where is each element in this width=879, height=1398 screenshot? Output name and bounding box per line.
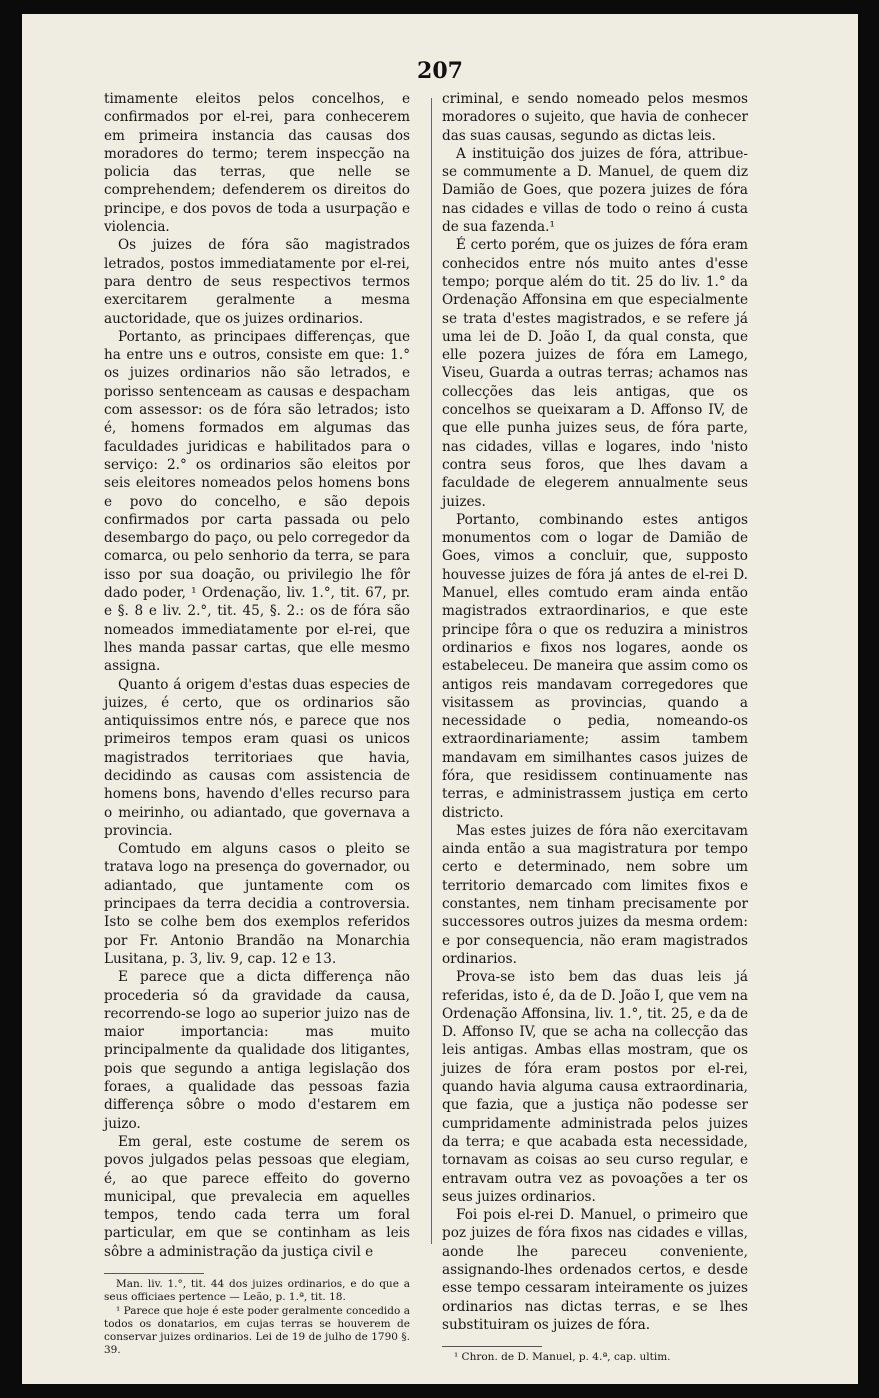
footnote: Man. liv. 1.°, tit. 44 dos juizes ordinarios, e do que a seus officiaes pertence — Leão, p. 1.ª, tit. 18.	[104, 1278, 410, 1304]
footnotes	[442, 1351, 748, 1364]
book-page	[22, 14, 858, 1384]
paragraph: E parece que a dicta differença não procederia só da gravidade da causa, recorrendo-se logo ao superior juizo nas de maior importancia: mas muito principalmente da qualidade dos litigantes, pois que segundo a antiga legislação dos foraes, a qualidade das pessoas fazia differença sôbre o modo d'estarem em juizo.	[104, 969, 410, 1132]
paragraph: criminal, e sendo nomeado pelos mesmos moradores o sujeito, que havia de conhecer das suas causas, segundo as dictas leis.	[442, 91, 748, 144]
paragraph: Comtudo em alguns casos o pleito se tratava logo na presença do governador, ou adiantado, que juntamente com os principaes da terra decidia a controversia. Isto se colhe bem dos exemplos referidos por Fr. Antonio Brandão na Monarchia Lusitana, p. 3, liv. 9, cap. 12 e 13.	[104, 841, 410, 967]
paragraph: Em geral, este costume de serem os povos julgados pelas pessoas que elegiam, é, ao que parece effeito do governo municipal, que prevalecia em aquelles tempos, tendo cada terra um foral particular, em que se continham as leis sôbre a administração da justiça civil e	[104, 1133, 410, 1260]
paragraph: timamente eleitos pelos concelhos, e confirmados por el-rei, para conhecerem em primeira instancia das causas dos moradores do termo; terem inspecção na policia das terras, que nelle se comprehendem; defenderem os direitos do principe, e dos povos de toda a usurpação e violencia.	[104, 91, 410, 236]
right-column	[442, 90, 748, 1364]
footnote: ¹ Chron. de D. Manuel, p. 4.ª, cap. ultim.	[454, 1351, 671, 1364]
paragraph: Os juizes de fóra são magistrados letrados, postos immediatamente por el-rei, para dentro de seus respectivos termos exercitarem geralmente a mesma auctoridade, que os juizes ordinarios.	[104, 237, 410, 327]
left-column	[104, 90, 410, 1358]
paragraph: Prova-se isto bem das duas leis já referidas, isto é, da de D. João I, que vem na Ordenação Affonsina, liv. 1.°, tit. 25, e da de D. Affonso IV, que se acha na collecção das leis antigas. Ambas ellas mostram, que os juizes de fóra eram postos por el-rei, quando havia alguma causa extraordinaria, que fazia, que a justiça não podesse ser cumpridamente administrada pelos juizes da terra; e que acabada esta necessidade, tornavam as coisas ao seu curso regular, e entravam outra vez as povoações a ter os seus juizes ordinarios.	[442, 969, 748, 1205]
paragraph: Portanto, combinando estes antigos monumentos com o logar de Damião de Goes, vimos a concluir, que, supposto houvesse juizes de fóra já antes de el-rei D. Manuel, elles comtudo eram ainda então magistrados extraordinarios, e que este principe fôra o que os reduzira a ministros ordinarios e fixos nos logares, aonde os estabeleceu. De maneira que assim como os antigos reis mandavam corregedores que visitassem as provincias, quando a necessidade o pedia, nomeando-os extraordinariamente; assim tambem mandavam em similhantes casos juizes de fóra, que residissem continuamente nas terras, e administrassem justiça em certo districto.	[442, 511, 748, 821]
paragraph: É certo porém, que os juizes de fóra eram conhecidos entre nós muito antes d'esse tempo; porque além do tit. 25 do liv. 1.° da Ordenação Affonsina em que especialmente se trata d'estes magistrados, e se refere já uma lei de D. João I, da qual consta, que elle pozera juizes de fóra em Lamego, Viseu, Guarda a outras terras; achamos nas collecções das leis antigas, que os concelhos se queixaram a D. Affonso IV, de que elle punha juizes seus, de fóra parte, nas cidades, villas e logares, indo 'nisto contra seus foros, que lhes davam a faculdade de elegerem annualmente seus juizes.	[442, 237, 748, 510]
footnotes	[104, 1278, 410, 1358]
footnote: ¹ Parece que hoje é este poder geralmente concedido a todos os donatarios, em cujas terras se houverem de conservar juizes ordinarios. Lei de 19 de julho de 1790 §. 39.	[104, 1304, 410, 1357]
footnote-rule	[104, 1273, 204, 1274]
footnote-rule	[442, 1346, 542, 1347]
paragraph: Mas estes juizes de fóra não exercitavam ainda então a sua magistratura por tempo certo e determinado, nem sobre um territorio demarcado com limites fixos e constantes, nem tinham precisamente por successores outros juizes da mesma ordem: e por consequencia, não eram magistrados ordinarios.	[442, 822, 748, 967]
paragraph: A instituição dos juizes de fóra, attribue-se commumente a D. Manuel, de quem diz Damião de Goes, que pozera juizes de fóra nas cidades e villas de todo o reino á custa de sua fazenda.¹	[442, 145, 748, 236]
paragraph: Quanto á origem d'estas duas especies de juizes, é certo, que os ordinarios são antiquissimos entre nós, e parece que nos primeiros tempos eram quasi os unicos magistrados territoriaes que havia, decidindo as causas com assistencia de homens bons, havendo d'elles recurso para o meirinho, ou adiantado, que governava a provincia.	[104, 676, 410, 839]
page-number: 207	[417, 58, 463, 84]
paragraph: Foi pois el-rei D. Manuel, o primeiro que poz juizes de fóra fixos nas cidades e villas, aonde lhe pareceu conveniente, assignando-lhes ordenados certos, e desde esse tempo cessaram inteiramente os juizes ordinarios nas dictas terras, e se lhes substituiram os juizes de fóra.	[442, 1207, 748, 1333]
paragraph: Portanto, as principaes differenças, que ha entre uns e outros, consiste em que: 1.° os juizes ordinarios não são letrados, e porisso sentenceam as causas e despacham com assessor: os de fóra são letrados; isto é, homens formados em algumas das faculdades juridicas e habilitados para o serviço: 2.° os ordinarios são eleitos por seis eleitores nomeados pelos homens bons e povo do concelho, e são depois confirmados por carta passada ou pelo desembargo do paço, ou pelo corregedor da comarca, ou pelo senhorio da terra, se para isso por sua doação, ou privilegio lhe fôr dado poder, ¹ Ordenação, liv. 1.°, tit. 67, pr. e §. 8 e liv. 2.°, tit. 45, §. 2.: os de fóra são nomeados immediatamente por el-rei, que lhes manda passar cartas, que elle mesmo assigna.	[104, 328, 410, 675]
column-divider	[431, 98, 432, 1244]
